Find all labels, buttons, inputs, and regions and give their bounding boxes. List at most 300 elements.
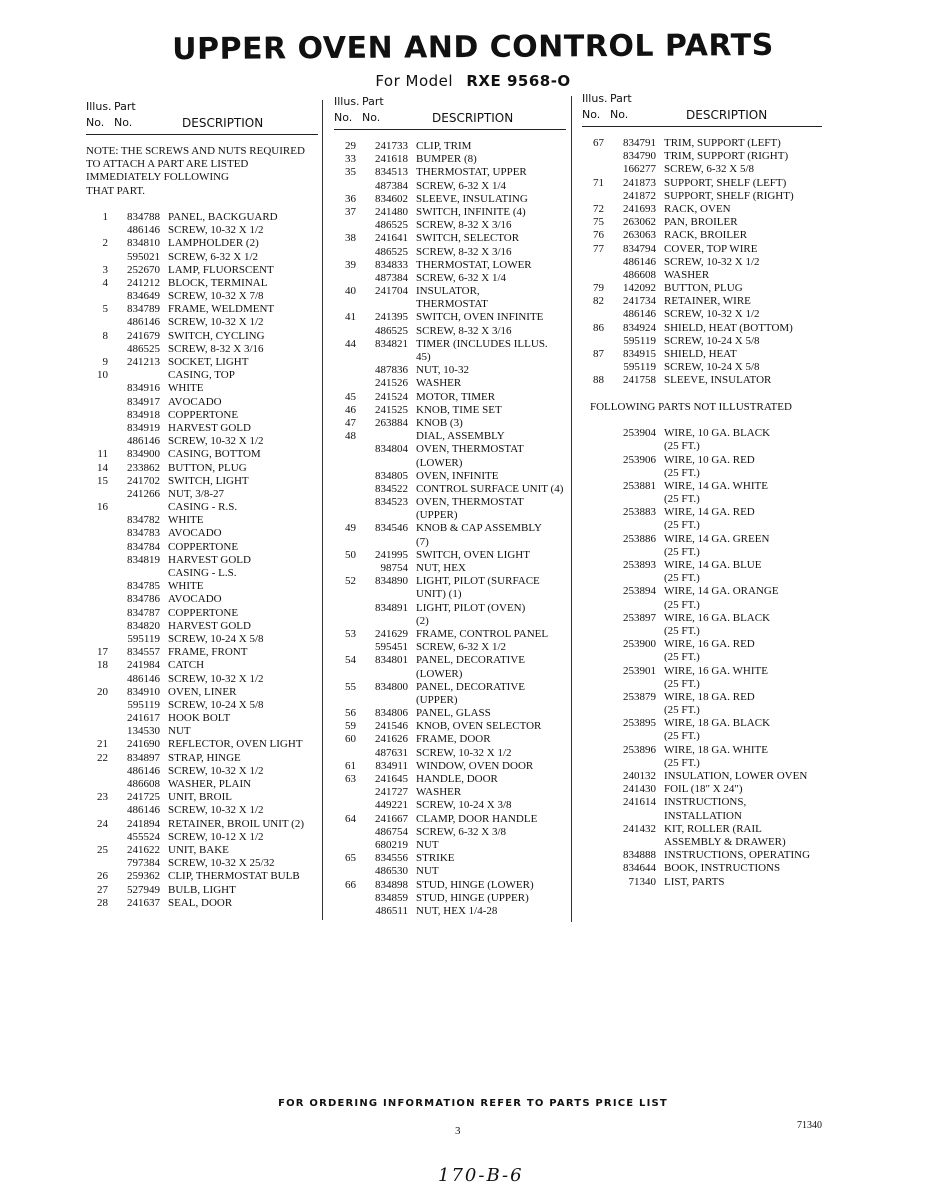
part-number: 486511	[375, 904, 408, 917]
part-number: 253896	[623, 743, 656, 756]
part-number: 680219	[375, 838, 408, 851]
note-text: TO ATTACH A PART ARE LISTED	[86, 158, 249, 171]
table-row	[86, 211, 318, 224]
table-row	[86, 369, 318, 382]
part-number: 595451	[375, 641, 408, 654]
part-description: STRIKE	[416, 852, 455, 865]
illus-number: 44	[345, 337, 356, 350]
handwritten-annotation: 170-B-6	[438, 1165, 524, 1186]
part-description: SCREW, 10-24 X 5/8	[664, 334, 760, 347]
part-description: SCREW, 6-32 X 3/8	[416, 825, 507, 838]
table-row	[86, 778, 318, 791]
part-description: SCREW, 10-32 X 1/2	[664, 308, 760, 321]
part-number: 253894	[623, 585, 656, 598]
table-row	[334, 852, 566, 865]
part-number: 834810	[127, 237, 160, 250]
part-number: 834783	[127, 527, 160, 540]
part-number: 834785	[127, 580, 160, 593]
table-row	[582, 308, 822, 321]
table-row	[334, 654, 566, 667]
part-description: AVOCADO	[168, 593, 222, 606]
part-number: 253900	[623, 638, 656, 651]
part-number: 241526	[375, 377, 408, 390]
part-description: SWITCH, LIGHT	[168, 474, 249, 487]
part-description: SCREW, 10-24 X 5/8	[664, 361, 760, 374]
illus-number: 33	[345, 153, 356, 166]
spacer	[86, 198, 318, 211]
part-description: SWITCH, SELECTOR	[416, 232, 520, 245]
part-number: 834820	[127, 619, 160, 632]
page-title: UPPER OVEN AND CONTROL PARTS	[172, 27, 774, 68]
part-number: 834789	[127, 303, 160, 316]
illus-number: 67	[593, 137, 604, 149]
table-row	[582, 361, 822, 374]
parts-list	[86, 145, 318, 910]
part-number: 834918	[127, 408, 160, 421]
part-description: CATCH	[168, 659, 205, 672]
table-row	[86, 554, 318, 567]
parts-list	[582, 137, 822, 889]
part-description: BLOCK, TERMINAL	[168, 276, 268, 289]
part-description: 45)	[416, 351, 431, 363]
table-row	[86, 607, 318, 620]
part-number: 834898	[375, 878, 408, 891]
part-description: TIMER (INCLUDES ILLUS.	[416, 337, 548, 350]
part-description: (25 FT.)	[664, 572, 700, 585]
note-text: NOTE: THE SCREWS AND NUTS REQUIRED	[86, 145, 305, 157]
part-description: TRIM, SUPPORT (RIGHT)	[664, 150, 789, 163]
part-description: SCREW, 8-32 X 3/16	[416, 324, 512, 337]
page-number: 3	[455, 1125, 461, 1137]
table-row	[582, 440, 822, 453]
part-description: (25 FT.)	[664, 598, 700, 611]
table-row	[334, 153, 566, 166]
part-description: WIRE, 14 GA. BLUE	[664, 559, 762, 571]
table-row	[582, 836, 822, 849]
part-description: LAMPHOLDER (2)	[168, 237, 259, 250]
part-number: 834644	[623, 862, 656, 875]
part-number: 241617	[127, 712, 160, 725]
part-number: 241679	[127, 329, 160, 342]
part-number: 834556	[375, 852, 408, 865]
table-row	[334, 747, 566, 760]
table-row	[582, 467, 822, 480]
part-description: FRAME, CONTROL PANEL	[416, 627, 549, 640]
illus-number: 23	[97, 791, 108, 804]
part-number: 241995	[375, 548, 408, 561]
table-row	[334, 443, 566, 456]
part-description: WHITE	[168, 580, 204, 593]
illus-number: 2	[102, 237, 108, 250]
illus-number: 21	[97, 738, 108, 751]
part-description: RACK, BROILER	[664, 229, 748, 242]
part-description: LIGHT, PILOT (SURFACE	[416, 575, 540, 588]
part-number: 263062	[623, 216, 656, 229]
part-description: SCREW, 10-24 X 5/8	[168, 632, 264, 645]
part-description: SCREW, 10-32 X 7/8	[168, 290, 264, 303]
part-description: SCREW, 6-32 X 1/2	[416, 641, 507, 654]
part-description: WIRE, 10 GA. BLACK	[664, 427, 771, 440]
part-description: MOTOR, TIMER	[416, 390, 496, 403]
part-number: 834890	[375, 575, 408, 588]
part-description: COPPERTONE	[168, 606, 239, 619]
part-description: CASING - L.S.	[168, 567, 237, 579]
table-row	[334, 285, 566, 298]
part-number: 241546	[375, 720, 408, 733]
part-number: 834919	[127, 421, 160, 434]
illus-number: 66	[345, 878, 356, 891]
part-number: 834782	[127, 514, 160, 527]
part-description: RETAINER, BROIL UNIT (2)	[168, 817, 304, 830]
part-description: AVOCADO	[168, 527, 222, 540]
table-row	[334, 641, 566, 654]
part-number: 834888	[623, 849, 656, 862]
part-description: (25 FT.)	[664, 493, 700, 506]
part-number: 486525	[375, 219, 408, 232]
table-row	[334, 509, 566, 522]
table-row	[582, 533, 822, 546]
column-divider	[322, 100, 323, 920]
part-description: SWITCH, OVEN INFINITE	[416, 311, 544, 324]
table-row	[334, 496, 566, 509]
illus-number: 61	[345, 759, 356, 772]
part-number: 834513	[375, 166, 408, 179]
table-row	[334, 720, 566, 733]
part-description: SCREW, 10-32 X 1/2	[168, 316, 264, 329]
illus-number: 28	[97, 896, 108, 909]
part-description: KNOB & CAP ASSEMBLY	[416, 522, 542, 535]
table-row	[86, 356, 318, 369]
table-row	[86, 264, 318, 277]
part-number: 241667	[375, 812, 408, 825]
parts-column-1	[86, 100, 318, 910]
parts-column-2	[334, 95, 566, 918]
illus-number: 71	[593, 176, 604, 189]
part-description: WHITE	[168, 382, 204, 395]
table-row	[582, 730, 822, 743]
illus-number: 52	[345, 575, 356, 588]
model-subtitle	[0, 72, 946, 90]
part-description: PANEL, BACKGUARD	[168, 210, 278, 223]
table-row	[334, 905, 566, 918]
table-row	[86, 580, 318, 593]
part-number: 142092	[623, 282, 656, 295]
table-row	[582, 849, 822, 862]
part-number: 834805	[375, 469, 408, 482]
table-row	[86, 422, 318, 435]
part-description: HOOK BOLT	[168, 712, 231, 725]
illus-number: 41	[345, 311, 356, 324]
part-number: 253881	[623, 479, 656, 492]
part-description: SCREW, 10-32 X 1/2	[168, 435, 264, 448]
table-row	[334, 826, 566, 839]
part-number: 834859	[375, 891, 408, 904]
part-description: INSTALLATION	[664, 809, 742, 822]
part-description: SHIELD, HEAT	[664, 348, 737, 360]
illus-number: 50	[345, 548, 356, 561]
table-row	[334, 865, 566, 878]
illus-number: 29	[345, 140, 356, 152]
part-number: 834915	[623, 348, 656, 360]
part-number: 834916	[127, 382, 160, 395]
part-description: WASHER, PLAIN	[168, 778, 252, 790]
note-text: THAT PART.	[86, 184, 146, 197]
illus-number: 46	[345, 403, 356, 416]
table-row	[334, 562, 566, 575]
table-row	[334, 668, 566, 681]
header-illus: Illus.	[334, 95, 360, 108]
part-description: NUT	[168, 725, 191, 738]
part-number: 595119	[623, 361, 656, 374]
part-description: SCREW, 8-32 X 3/16	[416, 245, 512, 258]
part-number: 487836	[375, 364, 408, 377]
part-description: THERMOSTAT	[416, 298, 488, 311]
part-number: 241432	[623, 822, 656, 835]
table-row	[86, 514, 318, 527]
table-row	[582, 203, 822, 216]
part-description: SWITCH, CYCLING	[168, 329, 265, 342]
illus-number: 5	[102, 303, 108, 316]
part-description: (25 FT.)	[664, 651, 700, 664]
illus-number: 35	[345, 166, 356, 179]
illus-number: 18	[97, 659, 108, 672]
illus-number: 22	[97, 751, 108, 764]
part-number: 486146	[623, 308, 656, 321]
part-description: WASHER	[416, 786, 462, 799]
table-row	[86, 686, 318, 699]
table-row	[334, 325, 566, 338]
table-row	[582, 599, 822, 612]
part-number: 595119	[127, 632, 160, 645]
part-description: SCREW, 10-12 X 1/2	[168, 830, 264, 843]
part-number: 486146	[127, 672, 160, 685]
table-row	[334, 417, 566, 430]
part-description: SLEEVE, INSULATING	[416, 192, 528, 205]
table-row	[86, 462, 318, 475]
table-row	[334, 733, 566, 746]
part-number: 241734	[623, 295, 656, 308]
table-row	[582, 493, 822, 506]
part-number: 834891	[375, 601, 408, 614]
table-row	[86, 884, 318, 897]
part-description: (LOWER)	[416, 456, 463, 469]
part-number: 834791	[623, 137, 656, 149]
part-number: 486146	[127, 435, 160, 448]
part-number: 241212	[127, 276, 160, 289]
part-description: INSTRUCTIONS,	[664, 796, 747, 809]
part-description: NUT	[416, 865, 439, 878]
illus-number: 63	[345, 773, 356, 785]
part-description: LIST, PARTS	[664, 875, 725, 888]
table-row	[86, 382, 318, 395]
illus-number: 14	[97, 461, 108, 474]
table-row	[334, 232, 566, 245]
part-description: STRAP, HINGE	[168, 751, 241, 764]
part-number: 71340	[628, 875, 656, 888]
illus-number: 38	[345, 232, 356, 245]
table-row	[582, 665, 822, 678]
table-row	[86, 316, 318, 329]
part-description: CASING, TOP	[168, 369, 235, 382]
table-row	[334, 681, 566, 694]
illus-number: 76	[593, 229, 604, 242]
part-description: PANEL, DECORATIVE	[416, 680, 525, 693]
column-header	[334, 95, 566, 130]
table-row	[582, 519, 822, 532]
part-description: WIRE, 14 GA. WHITE	[664, 479, 768, 492]
part-number: 241629	[375, 627, 408, 640]
part-description: (7)	[416, 535, 429, 548]
part-description: HARVEST GOLD	[168, 421, 251, 434]
header-part-no: No.	[114, 116, 133, 129]
table-row	[582, 177, 822, 190]
illus-number: 4	[102, 276, 108, 289]
part-description: WIRE, 14 GA. GREEN	[664, 532, 770, 545]
table-row	[334, 470, 566, 483]
ordering-footer: FOR ORDERING INFORMATION REFER TO PARTS PRICE LIST	[278, 1098, 668, 1109]
table-row	[86, 237, 318, 250]
table-row	[86, 699, 318, 712]
table-row	[334, 364, 566, 377]
part-number: 241622	[127, 843, 160, 856]
column-header	[582, 92, 822, 127]
part-description: COPPERTONE	[168, 540, 239, 553]
note-text: IMMEDIATELY FOLLOWING	[86, 171, 229, 184]
table-row	[334, 602, 566, 615]
part-number: 486146	[623, 255, 656, 268]
table-row	[86, 501, 318, 514]
table-row	[582, 282, 822, 295]
part-description: BUTTON, PLUG	[664, 282, 743, 295]
part-number: 486608	[127, 778, 160, 790]
header-illus: Illus.	[582, 92, 608, 105]
part-number: 834821	[375, 337, 408, 350]
part-number: 253901	[623, 664, 656, 677]
part-description: (UPPER)	[416, 693, 458, 706]
part-description: NUT	[416, 838, 439, 851]
part-number: 595119	[623, 334, 656, 347]
illus-number: 36	[345, 192, 356, 205]
table-row	[582, 796, 822, 809]
subtitle-prefix: For Model	[375, 72, 454, 90]
part-number: 241984	[127, 659, 160, 672]
part-number: 241894	[127, 817, 160, 830]
illus-number: 56	[345, 707, 356, 720]
part-description: (25 FT.)	[664, 624, 700, 637]
part-description: INSULATOR,	[416, 285, 480, 298]
part-description: FRAME, WELDMENT	[168, 303, 275, 316]
part-description: PAN, BROILER	[664, 216, 738, 229]
table-row	[334, 615, 566, 628]
table-row	[334, 206, 566, 219]
part-description: PANEL, DECORATIVE	[416, 654, 525, 667]
spacer	[582, 388, 822, 401]
part-number: 834801	[375, 654, 408, 667]
part-description: CLAMP, DOOR HANDLE	[416, 812, 538, 825]
section-heading	[582, 401, 822, 414]
table-row	[334, 628, 566, 641]
table-row	[86, 897, 318, 910]
note-line	[86, 145, 318, 158]
part-number: 241704	[375, 285, 408, 298]
table-row	[86, 541, 318, 554]
part-description: SWITCH, OVEN LIGHT	[416, 548, 530, 561]
table-row	[582, 744, 822, 757]
part-description: (25 FT.)	[664, 440, 700, 453]
table-row	[582, 651, 822, 664]
table-row	[86, 659, 318, 672]
table-row	[582, 295, 822, 308]
part-number: 486525	[375, 245, 408, 258]
part-number: 486525	[375, 324, 408, 337]
illus-number: 72	[593, 202, 604, 215]
part-description: SCREW, 10-32 X 1/2	[416, 746, 512, 759]
table-row	[334, 180, 566, 193]
table-row	[582, 163, 822, 176]
part-description: SHIELD, HEAT (BOTTOM)	[664, 321, 793, 334]
illus-number: 3	[102, 263, 108, 276]
part-description: FRAME, FRONT	[168, 646, 248, 659]
header-part: Part	[362, 95, 384, 108]
part-number: 486525	[127, 342, 160, 355]
part-description: SCREW, 10-32 X 1/2	[168, 764, 264, 777]
table-row	[86, 567, 318, 580]
table-row	[334, 799, 566, 812]
part-number: 253886	[623, 532, 656, 545]
part-description: INSULATION, LOWER OVEN	[664, 770, 808, 782]
table-row	[334, 219, 566, 232]
table-row	[86, 752, 318, 765]
table-row	[582, 757, 822, 770]
illus-number: 16	[97, 501, 108, 514]
part-description: (UPPER)	[416, 509, 458, 522]
table-row	[334, 298, 566, 311]
part-description: (2)	[416, 614, 429, 627]
part-description: CASING, BOTTOM	[168, 448, 261, 461]
header-illus: Illus.	[86, 100, 112, 113]
part-number: 241872	[623, 189, 656, 202]
illus-number: 9	[102, 356, 108, 368]
part-description: LAMP, FLUORSCENT	[168, 263, 274, 276]
table-row	[334, 707, 566, 720]
part-description: ASSEMBLY & DRAWER)	[664, 835, 786, 848]
header-part: Part	[114, 100, 136, 113]
parts-list	[334, 140, 566, 918]
illus-number: 39	[345, 258, 356, 271]
table-row	[582, 810, 822, 823]
table-row	[86, 290, 318, 303]
part-number: 834788	[127, 210, 160, 223]
table-row	[86, 725, 318, 738]
part-description: SCREW, 10-32 X 1/2	[168, 672, 264, 685]
table-row	[334, 522, 566, 535]
table-row	[86, 409, 318, 422]
part-description: FOIL (18" X 24")	[664, 783, 743, 796]
spacer	[582, 414, 822, 427]
table-row	[582, 454, 822, 467]
table-row	[582, 638, 822, 651]
part-number: 527949	[127, 883, 160, 896]
part-number: 834900	[127, 448, 160, 461]
table-row	[86, 844, 318, 857]
table-row	[86, 791, 318, 804]
document-number: 71340	[797, 1120, 822, 1131]
table-row	[86, 475, 318, 488]
illus-number: 65	[345, 852, 356, 865]
part-number: 834602	[375, 192, 408, 205]
part-description: SCREW, 6-32 X 5/8	[664, 163, 755, 176]
part-number: 595119	[127, 698, 160, 711]
